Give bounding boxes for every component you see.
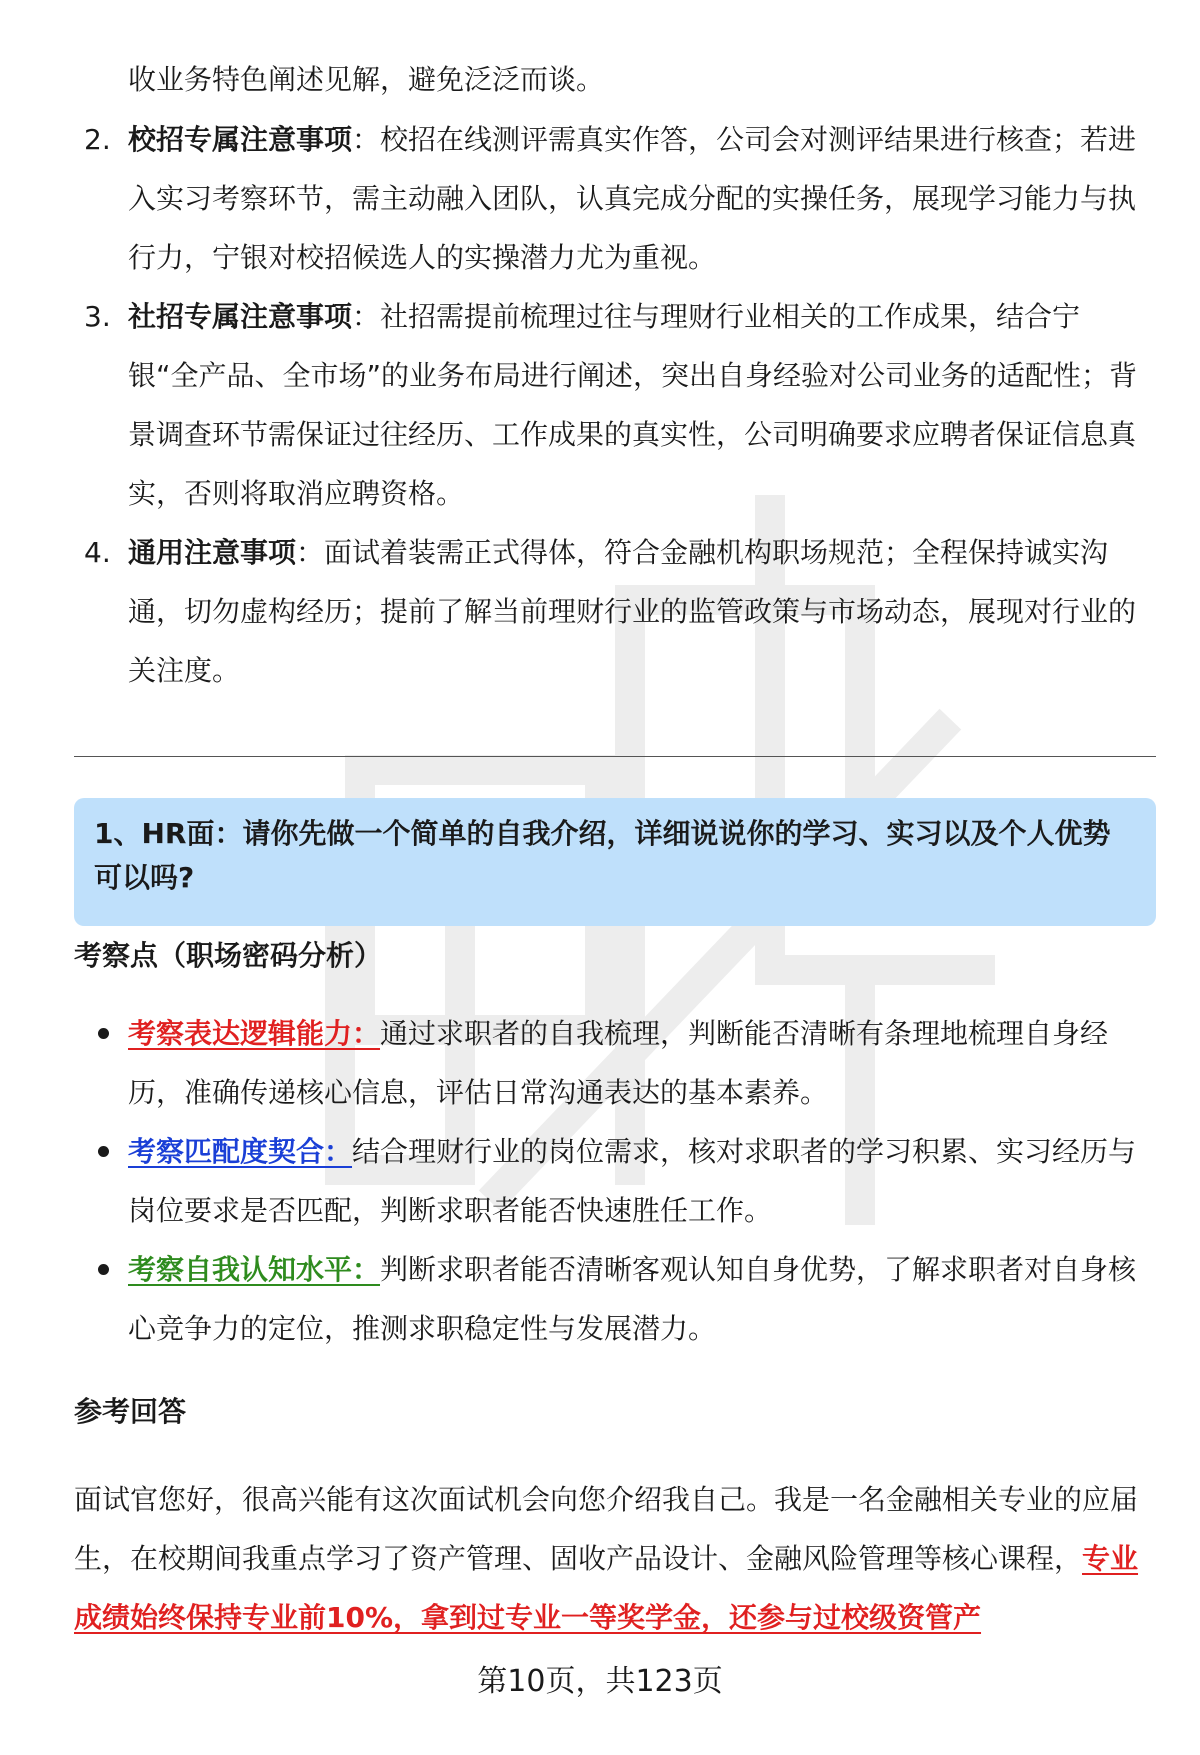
focus-points-list: [0, 1004, 1160, 1358]
focus-tag: 考察自我认知水平：: [128, 1253, 381, 1286]
focus-body: 通过求职者的自我梳理，判断能否清晰有条理地梳理自身经历，准确传递核心信息，评估日常沟通表达的基本素养。: [128, 1017, 1109, 1109]
note-separator: ：: [296, 536, 325, 569]
list-item: [0, 523, 1148, 700]
list-number: 3.: [84, 300, 111, 333]
bullet-icon: [98, 1028, 109, 1039]
note-title: 通用注意事项: [128, 536, 297, 569]
note-separator: ：: [352, 123, 381, 156]
focus-tag: 考察匹配度契合：: [128, 1135, 353, 1168]
focus-tag: 考察表达逻辑能力：: [128, 1017, 381, 1050]
notes-list: [0, 110, 1160, 700]
answer-highlight: 专业成绩始终保持专业前10%，拿到过专业一等奖学金，还参与过校级资管产: [74, 1542, 1139, 1634]
bullet-icon: [98, 1146, 109, 1157]
list-item: [0, 110, 1148, 287]
reference-answer: [74, 1470, 1160, 1647]
list-item: [0, 1240, 1148, 1358]
page-footer: 第10页，共123页: [477, 1664, 723, 1699]
note-title: 社招专属注意事项: [128, 300, 353, 333]
answer-text: 面试官您好，很高兴能有这次面试机会向您介绍我自己。我是一名金融相关专业的应届生，在校期间我重点学习了资产管理、固收产品设计、金融风险管理等核心课程，: [74, 1483, 1139, 1575]
focus-body: 结合理财行业的岗位需求，核对求职者的学习积累、实习经历与岗位要求是否匹配，判断求职者能否快速胜任工作。: [128, 1135, 1137, 1227]
focus-heading: 考察点（职场密码分析）: [74, 939, 383, 972]
note-body: 面试着装需正式得体，符合金融机构职场规范；全程保持诚实沟通，切勿虚构经历；提前了解当前理财行业的监管政策与市场动态，展现对行业的关注度。: [128, 536, 1137, 687]
list-number: 2.: [84, 123, 111, 156]
question-text: 1、HR面：请你先做一个简单的自我介绍，详细说说你的学习、实习以及个人优势可以吗?: [94, 817, 1111, 894]
list-number: 4.: [84, 536, 111, 569]
note-body: 校招在线测评需真实作答，公司会对测评结果进行核查；若进入实习考察环节，需主动融入团队，认真完成分配的实操任务，展现学习能力与执行力，宁银对校招候选人的实操潜力尤为重视。: [128, 123, 1137, 274]
note-title: 校招专属注意事项: [128, 123, 353, 156]
note-body: 社招需提前梳理过往与理财行业相关的工作成果，结合宁银“全产品、全市场”的业务布局进行阐述，突出自身经验对公司业务的适配性；背景调查环节需保证过往经历、工作成果的真实性，公司明确要求应聘者保证信息真实，否则将取消应聘资格。: [128, 300, 1138, 510]
section-divider: [74, 756, 1156, 757]
note-separator: ：: [352, 300, 381, 333]
list-item: [0, 1122, 1148, 1240]
list-item: [0, 287, 1148, 523]
answer-heading: 参考回答: [74, 1395, 187, 1428]
focus-body: 判断求职者能否清晰客观认知自身优势，了解求职者对自身核心竞争力的定位，推测求职稳定性与发展潜力。: [128, 1253, 1137, 1345]
continuation-text: 收业务特色阐述见解，避免泛泛而谈。: [128, 63, 605, 96]
bullet-icon: [98, 1264, 109, 1275]
question-callout: [74, 798, 1156, 926]
list-item: [0, 1004, 1148, 1122]
